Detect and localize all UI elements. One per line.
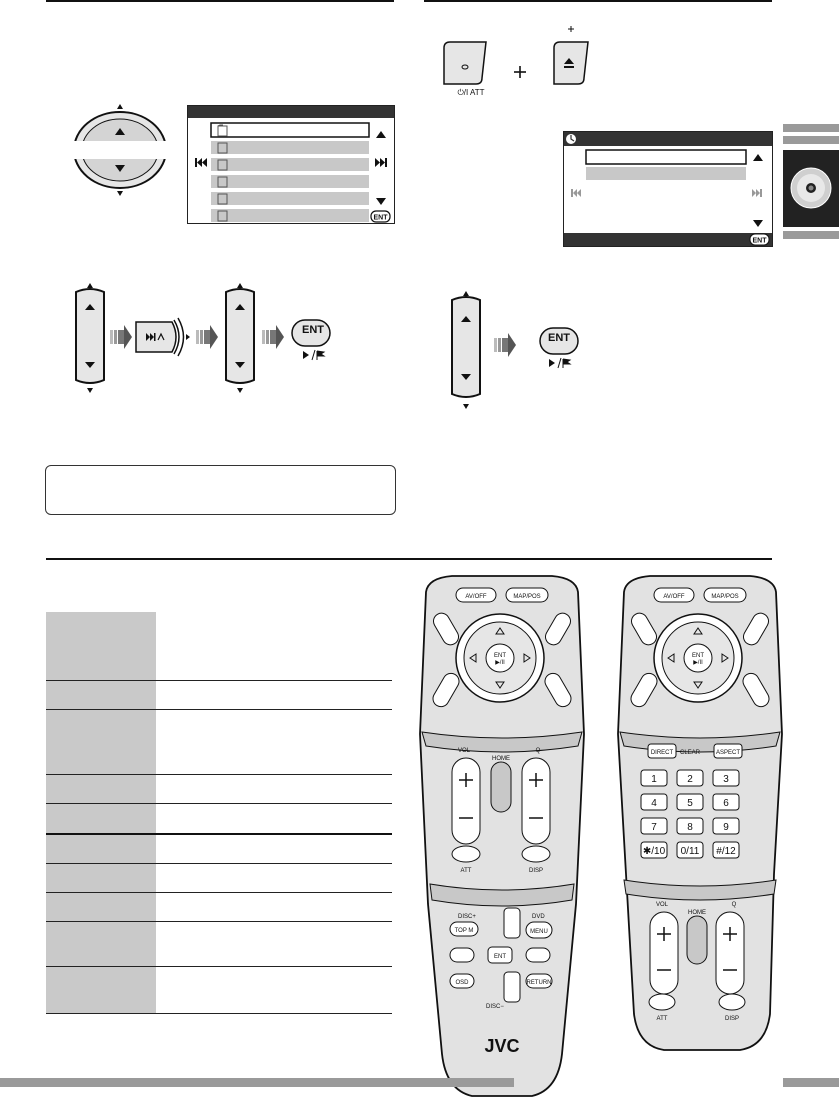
svg-text:ENT: ENT (494, 954, 506, 960)
table-row (46, 681, 392, 710)
eject-icon (568, 26, 574, 32)
svg-text:ENT: ENT (373, 214, 388, 222)
sidebar-tab-mid (783, 136, 839, 144)
svg-text:AV/OFF: AV/OFF (465, 594, 487, 600)
folder-icon (218, 125, 227, 221)
keypad-key-label: 6 (723, 798, 729, 809)
arrow-icon (196, 325, 218, 349)
arrow-icon (262, 325, 284, 349)
svg-text:ENT: ENT (494, 653, 506, 659)
svg-text:MENU: MENU (530, 929, 548, 935)
svg-text:ASPECT: ASPECT (715, 750, 741, 756)
scroll-up-icon (753, 154, 763, 161)
svg-text:DISC−: DISC− (486, 1004, 504, 1010)
arrow-icon (494, 333, 516, 357)
remote-control-numeric (610, 574, 790, 1054)
svg-text:CLEAR: CLEAR (679, 750, 701, 756)
svg-text:DVD: DVD (532, 914, 545, 920)
table-row (46, 893, 392, 922)
screen-header (188, 106, 394, 118)
keypad-key-label: #/12 (716, 846, 736, 857)
keypad-key-label: 7 (651, 822, 657, 833)
sidebar-tab-top (783, 124, 839, 132)
ent-button-label-right: ENT (548, 332, 570, 344)
svg-text:HOME: HOME (492, 756, 510, 762)
keypad-key-label: 3 (723, 774, 729, 785)
keypad-key-label: 4 (651, 798, 657, 809)
clock-list-screen (563, 131, 773, 247)
svg-text:▶/II: ▶/II (495, 660, 505, 666)
svg-text:DIRECT: DIRECT (650, 750, 674, 756)
keypad-key-label: 9 (723, 822, 729, 833)
keypad-key-label: 8 (687, 822, 693, 833)
keypad-key-label: 1 (651, 774, 657, 785)
svg-text:DISC+: DISC+ (458, 914, 476, 920)
svg-text:DISP: DISP (724, 1016, 740, 1022)
svg-text:AV/OFF: AV/OFF (663, 594, 685, 600)
svg-text:VOL: VOL (656, 902, 669, 908)
remote-control-dvd (412, 574, 592, 1104)
keypad-key-label: 0/11 (680, 846, 700, 857)
note-box (45, 465, 396, 515)
folder-list-graphic (188, 118, 394, 223)
svg-text:VOL: VOL (458, 748, 471, 754)
svg-text:ENT: ENT (752, 237, 767, 245)
folder-list-screen (187, 105, 395, 224)
table-row (46, 612, 392, 681)
svg-text:OSD: OSD (455, 980, 469, 986)
svg-text:▶/II: ▶/II (693, 660, 703, 666)
svg-text:Q: Q (535, 748, 541, 754)
top-right-rule (424, 0, 772, 2)
footer-bar-left (0, 1078, 514, 1087)
table-row (46, 967, 392, 1014)
scroll-down-icon (753, 220, 763, 227)
svg-text:TOP M: TOP M (454, 928, 474, 934)
table-row (46, 864, 392, 893)
svg-text:MAP/POS: MAP/POS (513, 594, 541, 600)
table-row (46, 804, 392, 835)
table-row (46, 835, 392, 864)
up-down-dial[interactable] (70, 102, 176, 198)
middle-rule (46, 558, 772, 560)
sidebar-tab-low (783, 231, 839, 239)
footer-bar-right (783, 1078, 839, 1087)
top-left-rule (46, 0, 394, 2)
svg-text:RETURN: RETURN (526, 980, 552, 986)
keypad-key-label: 5 (687, 798, 693, 809)
left-sequence-graphic (70, 282, 360, 394)
skip-forward-icon (375, 158, 387, 167)
skip-back-icon (195, 158, 207, 167)
clock-icon (566, 134, 576, 144)
arrow-icon (110, 325, 132, 349)
scroll-up-icon (376, 131, 386, 138)
keypad-key-label: ✱/10 (642, 846, 666, 857)
power-att-label: ⏻/I ATT (457, 88, 485, 97)
table-row (46, 922, 392, 967)
sidebar-disc-tab (783, 150, 839, 227)
svg-text:JVC: JVC (484, 1036, 520, 1056)
svg-text:ENT: ENT (692, 653, 704, 659)
svg-text:MAP/POS: MAP/POS (711, 594, 739, 600)
table-row (46, 710, 392, 775)
svg-text:ATT: ATT (460, 868, 472, 874)
table-row (46, 775, 392, 804)
svg-text:Q: Q (731, 902, 737, 908)
right-sequence-graphic (446, 290, 586, 410)
scroll-down-icon (376, 198, 386, 205)
keypad-key-label: 2 (687, 774, 693, 785)
ent-button-label-left: ENT (302, 324, 324, 336)
svg-text:HOME: HOME (688, 910, 706, 916)
svg-text:DISP: DISP (528, 868, 544, 874)
svg-text:ATT: ATT (656, 1016, 668, 1022)
disc-icon (783, 150, 839, 227)
